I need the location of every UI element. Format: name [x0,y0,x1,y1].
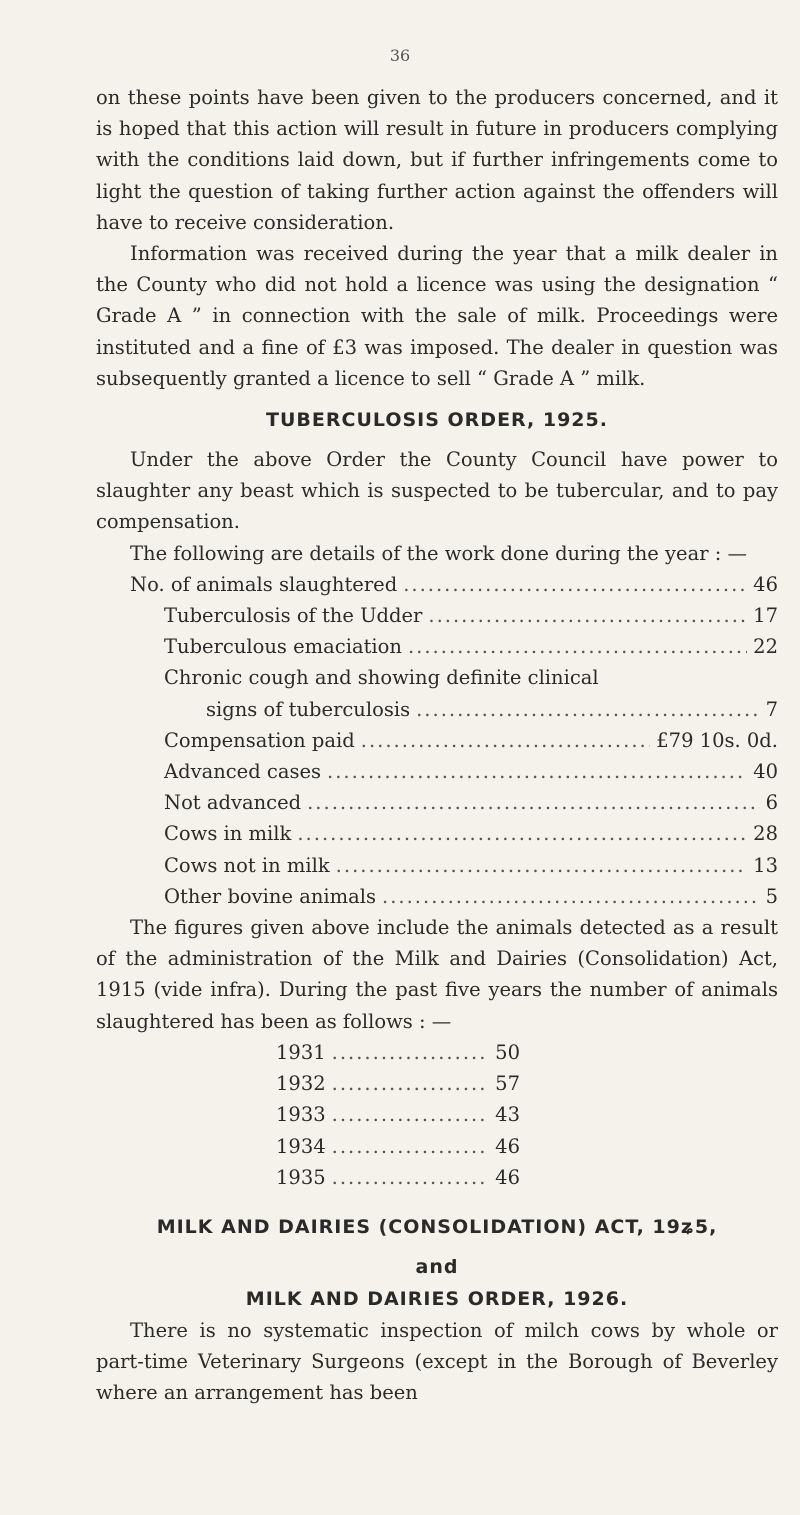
list-item [276,1162,520,1193]
tuberculosis-details-list [130,569,778,912]
item-value: 5 [765,884,778,908]
item-value: 28 [753,822,778,846]
list-item [130,756,778,787]
dot-leader [332,1068,490,1099]
item-value: 13 [753,853,778,877]
dot-leader [297,818,747,849]
heading-and: and [415,1255,459,1278]
dot-leader [408,631,747,662]
item-value: 17 [753,604,778,628]
year-label: 1932 [276,1072,326,1096]
item-value: 40 [753,760,778,784]
paragraph-figures: The figures given above include the animals detected as a result of the administration of the Milk and Dairies (Consolidation) Act, 1915 (vide infra). During the past five years the number of animals slaughtered has been as follows : — [96,916,778,1033]
item-label: Compensation paid [164,728,355,752]
year-label: 1933 [276,1103,326,1127]
page-body [96,82,778,1409]
item-label: Cows in milk [164,822,292,846]
list-item [130,850,778,881]
list-item [130,694,778,725]
item-value: 46 [753,572,778,596]
dot-leader [327,756,747,787]
dot-leader [332,1099,490,1130]
year-label: 1935 [276,1165,326,1189]
dot-leader [416,694,759,725]
dot-leader [336,850,748,881]
paragraph-producers: on these points have been given to the producers concerned, and it is hoped that this action will result in future in producers complying with the conditions laid down, but if further infringements come to light the question of taking further action against the offenders will have to receive consideration. [96,86,778,234]
dot-leader [332,1037,490,1068]
list-item [130,725,778,756]
heading-milk-dairies-act: MILK AND DAIRIES (CONSOLIDATION) ACT, 19ʑ5, [156,1215,718,1238]
year-label: 1931 [276,1040,326,1064]
list-item [130,818,778,849]
item-label: signs of tuberculosis [206,697,411,721]
item-label: No. of animals slaughtered [130,572,398,596]
year-label: 1934 [276,1134,326,1158]
dot-leader [361,725,651,756]
year-value: 50 [495,1040,520,1064]
item-value: £79 10s. 0d. [656,728,778,752]
list-item [276,1068,520,1099]
item-value: 7 [765,697,778,721]
year-value: 43 [495,1103,520,1127]
yearly-slaughter-list [276,1037,520,1193]
item-label: Tuberculosis of the Udder [164,604,423,628]
item-value: 6 [765,791,778,815]
list-item [130,787,778,818]
item-label: Not advanced [164,791,302,815]
item-label: Advanced cases [164,760,322,784]
list-item [130,569,778,600]
list-item [130,631,778,662]
dot-leader [382,881,760,912]
list-item [276,1099,520,1130]
list-item [130,600,778,631]
paragraph-inspection: There is no systematic inspection of milch cows by whole or part-time Veterinary Surgeons (except in the Borough of Beverley where an arrangement has been [96,1318,778,1405]
list-item [276,1131,520,1162]
dot-leader [332,1162,490,1193]
paragraph-order: Under the above Order the County Council have power to slaughter any beast which is suspected to be tubercular, and to pay compensation. [96,448,778,534]
item-label: Other bovine animals [164,884,376,908]
year-value: 46 [495,1165,520,1189]
paragraph-following: The following are details of the work done during the year : — [130,541,748,565]
page-number: 36 [389,46,411,65]
list-item [130,662,778,693]
year-value: 46 [495,1134,520,1158]
dot-leader [307,787,759,818]
list-item [130,881,778,912]
list-item [276,1037,520,1068]
item-label: Cows not in milk [164,853,330,877]
item-label: Tuberculous emaciation [164,635,402,659]
item-value: 22 [753,635,778,659]
item-label: Chronic cough and showing definite clinical [164,666,599,690]
dot-leader [332,1131,490,1162]
dot-leader [428,600,747,631]
dot-leader [403,569,747,600]
heading-milk-dairies-order: MILK AND DAIRIES ORDER, 1926. [245,1287,629,1310]
year-value: 57 [495,1072,520,1096]
heading-tuberculosis-order: TUBERCULOSIS ORDER, 1925. [266,409,608,432]
paragraph-information: Information was received during the year that a milk dealer in the County who did not hold a licence was using the designation “ Grade A ” in connection with the sale of milk. Proceedings were instituted and a fine of £3 was imposed. The dealer in question was subsequently granted a licence to sell “ Grade A ” milk. [96,242,778,390]
